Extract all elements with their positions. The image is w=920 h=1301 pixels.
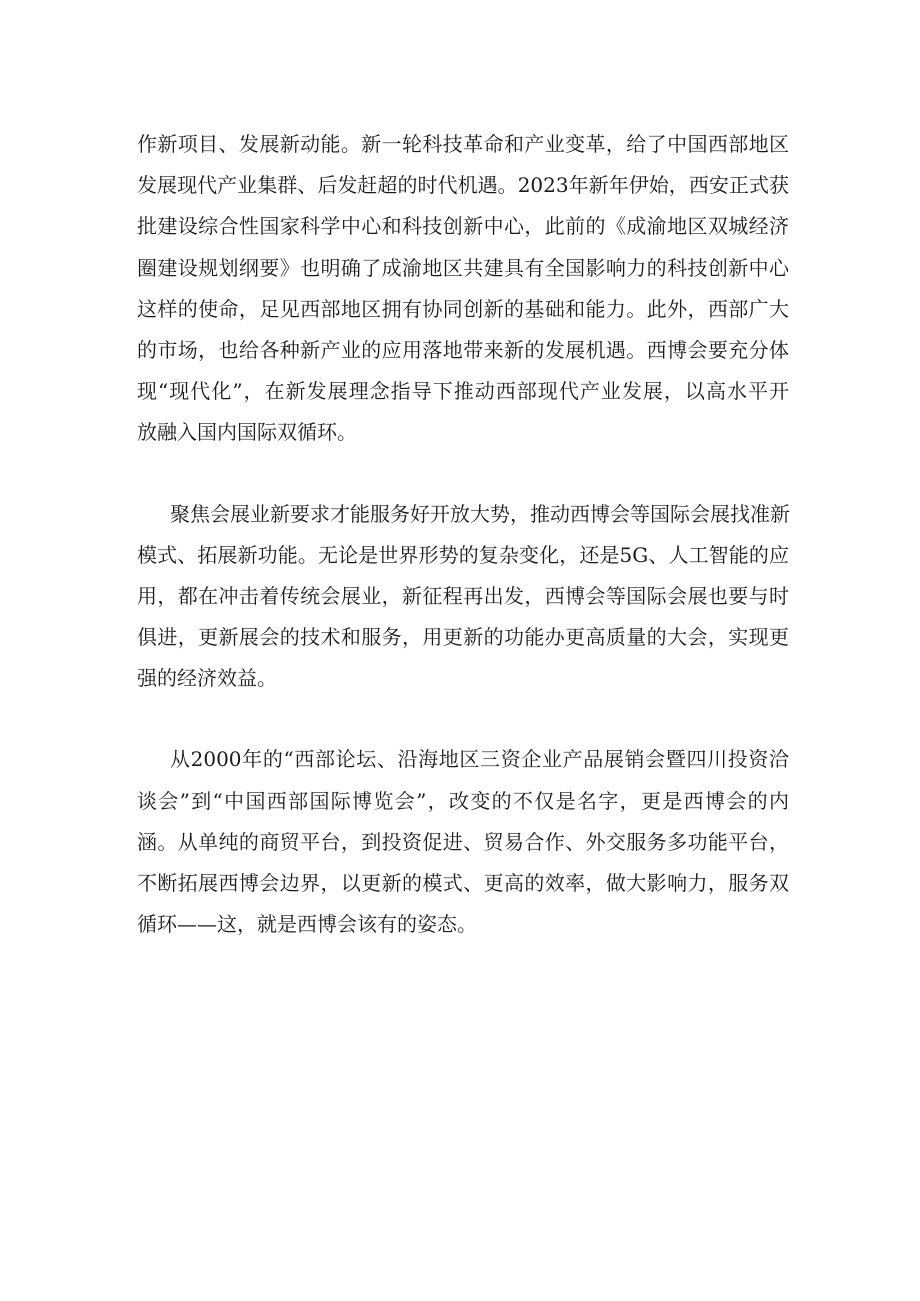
text-line: 现“现代化”，在新发展理念指导下推动西部现代产业发展，以高水平开 — [137, 379, 789, 404]
text-line: 这样的使命，足见西部地区拥有协同创新的基础和能力。此外，西部广大 — [137, 296, 789, 321]
text-line: 批建设综合性国家科学中心和科技创新中心，此前的《成渝地区双城经济 — [137, 214, 789, 239]
text-line: 圈建设规划纲要》也明确了成渝地区共建具有全国影响力的科技创新中心 — [137, 255, 789, 280]
text-line: 作新项目、发展新动能。新一轮科技革命和产业变革，给了中国西部地区 — [137, 132, 789, 156]
paragraph-gap — [137, 699, 789, 739]
text-line: 放融入国内国际双循环。 — [137, 420, 357, 445]
text-line: 强的经济效益。 — [137, 666, 277, 691]
text-line: 不断拓展西博会边界，以更新的模式、更高的效率，做大影响力，服务双 — [137, 871, 789, 895]
paragraph-gap — [137, 454, 789, 494]
text-line: 涵。从单纯的商贸平台，到投资促进、贸易合作、外交服务多功能平台， — [137, 829, 789, 854]
text-line: 模式、拓展新功能。无论是世界形势的复杂变化，还是5G、人工智能的应 — [137, 542, 789, 567]
text-line: 俱进，更新展会的技术和服务，用更新的功能办更高质量的大会，实现更 — [137, 625, 789, 650]
text-line: 谈会”到“中国西部国际博览会”，改变的不仅是名字，更是西博会的内 — [137, 788, 789, 813]
text-line: 从2000年的“西部论坛、沿海地区三资企业产品展销会暨四川投资洽 — [170, 747, 789, 772]
text-line: 用，都在冲击着传统会展业，新征程再出发，西博会等国际会展也要与时 — [137, 583, 789, 608]
paragraph-2 — [137, 494, 789, 700]
text-line: 循环——这，就是西博会该有的姿态。 — [137, 912, 477, 937]
text-line: 聚焦会展业新要求才能服务好开放大势，推动西博会等国际会展找准新 — [170, 501, 790, 526]
text-line: 发展现代产业集群、后发赶超的时代机遇。2023年新年伊始，西安正式获 — [137, 173, 789, 198]
paragraph-3 — [137, 739, 789, 945]
text-line: 的市场，也给各种新产业的应用落地带来新的发展机遇。西博会要充分体 — [137, 337, 789, 362]
article-body — [137, 124, 789, 945]
paragraph-1 — [137, 124, 789, 454]
